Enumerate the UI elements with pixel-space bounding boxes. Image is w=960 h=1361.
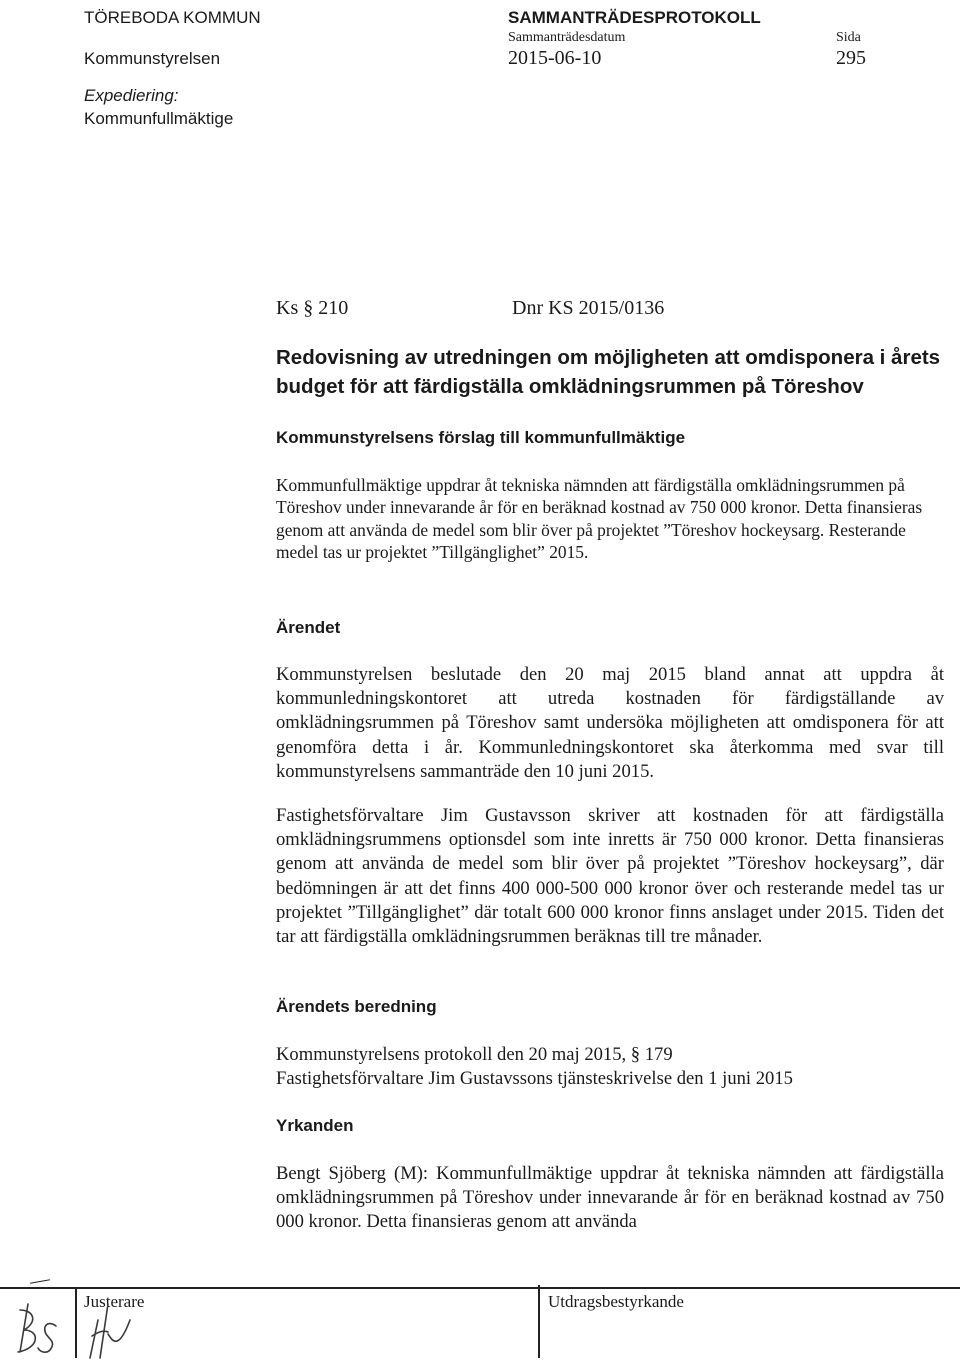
meeting-date: 2015-06-10 (508, 47, 602, 69)
board-name: Kommunstyrelsen (84, 49, 221, 68)
motion-text: Bengt Sjöberg (M): Kommunfullmäktige uppdrar åt tekniska nämnden att färdigställa omklädningsrummen på Töreshov under innevarande år för en beräknad kostnad av 750 000 kronor. Detta finansieras genom att använda (276, 1163, 944, 1233)
footer-divider-middle (538, 1285, 540, 1358)
certified-label: Utdragsbestyrkande (548, 1292, 684, 1311)
preparation-item: Fastighetsförvaltare Jim Gustavssons tjänsteskrivelse den 1 juni 2015 (276, 1068, 793, 1089)
matter-heading: Ärendet (276, 618, 341, 637)
footer-rule (0, 1287, 960, 1289)
page-number: 295 (836, 47, 866, 69)
date-label: Sammanträdesdatum (508, 30, 626, 45)
dispatch-recipient: Kommunfullmäktige (84, 109, 234, 128)
adjuster-label: Justerare (84, 1292, 145, 1311)
preparation-heading: Ärendets beredning (276, 997, 437, 1016)
matter-paragraph-2: Fastighetsförvaltare Jim Gustavsson skriver att kostnaden för att färdigställa omklädningsrummens optionsdel som inte inretts är 750 000 kronor. Detta finansieras genom att använda de medel som blir över på projektet ”Töreshov hockeysarg”, där bedömningen är att det finns 400 000-500 000 kronor över och resterande medel tas ur projektet ”Tillgänglighet” där totalt 600 000 kronor finns anslaget under 2015. Tiden det tar att färdigställa omklädningsrummen beräknas till tre månader. (276, 805, 944, 948)
page-label: Sida (836, 30, 861, 45)
case-reference: Dnr KS 2015/0136 (512, 297, 665, 319)
municipality-name: TÖREBODA KOMMUN (84, 8, 261, 27)
matter-paragraph-1: Kommunstyrelsen beslutade den 20 maj 2015 bland annat att uppdra åt kommunledningskontoret att utreda kostnaden för färdigställande av omklädningsrummen på Töreshov samt undersöka möjligheten att omdisponera för att genomföra detta i år. Kommunledningskontoret ska återkomma med svar till kommunstyrelsens sammanträde den 10 juni 2015. (276, 664, 944, 782)
proposal-heading: Kommunstyrelsens förslag till kommunfullmäktige (276, 428, 686, 447)
case-paragraph: Ks § 210 (276, 297, 349, 319)
handwritten-initials (0, 1300, 150, 1361)
dispatch-label: Expediering: (84, 86, 179, 105)
motions-heading: Yrkanden (276, 1116, 354, 1135)
document-type: SAMMANTRÄDESPROTOKOLL (508, 8, 761, 27)
preparation-item: Kommunstyrelsens protokoll den 20 maj 2015, § 179 (276, 1044, 673, 1065)
signature-stroke (30, 1279, 50, 1283)
proposal-text: Kommunfullmäktige uppdrar åt tekniska nämnden att färdigställa omklädningsrummen på Töreshov under innevarande år för en beräknad kostnad av 750 000 kronor. Detta finansieras genom att använda de medel som blir över på projektet ”Töreshov hockeysarg. Resterande medel tas ur projektet ”Tillgänglighet” 2015. (276, 475, 923, 563)
case-title: Redovisning av utredningen om möjligheten att omdisponera i årets budget för att färdigställa omklädningsrummen på Töreshov (276, 346, 941, 398)
